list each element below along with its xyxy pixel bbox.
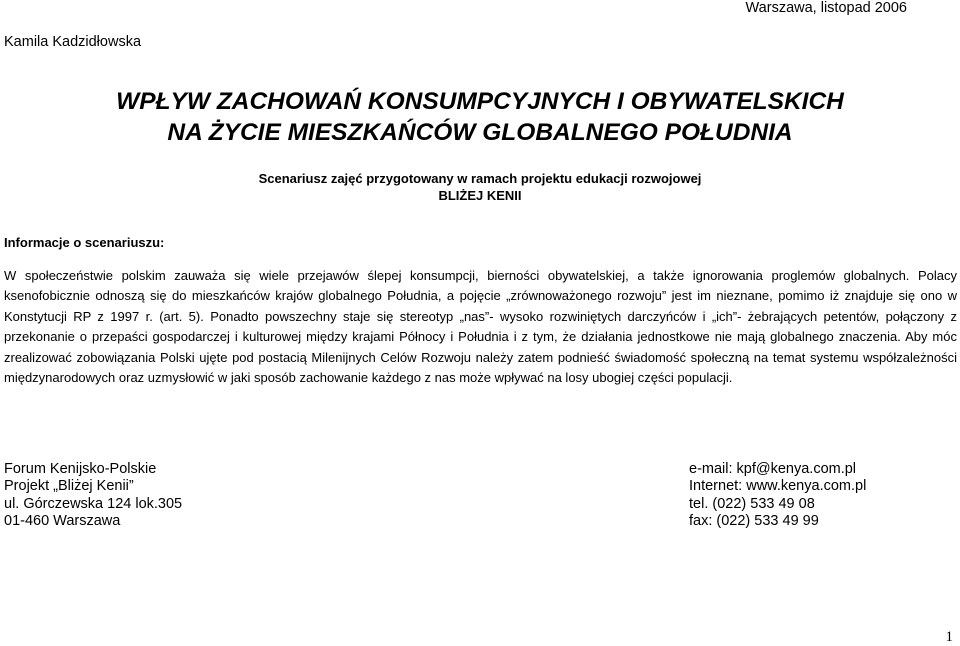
info-paragraph: W społeczeństwie polskim zauważa się wiele przejawów ślepej konsumpcji, bierności obywatelskiej, a także ignorowania proglemów globalnych. Polacy ksenofobicznie odnoszą się do mieszkańców krajów globalnego Południa, a pojęcie „zrównoważonego rozwoju” jest im nieznane, pomimo iż znajduje się ono w Konstytucji RP z 1997 r. (art. 5). Ponadto powszechny staje się stereotyp „nas”- wysoko rozwiniętych darczyńców i „ich”- żebrających petentów, połączony z przekonanie o przepaści gospodarczej i kulturowej między krajami Północy i Południa i z tym, że działania jednostkowe nie mają globalnego znaczenia. Aby móc zrealizować zobowiązania Polski ujęte pod postacią Milenijnych Celów Rozwoju należy zatem podnieść świadomość społeczną na temat systemu współzależności międzynarodowych oraz uzmysłowić w jaki sposób zachowanie każdego z nas może wpływać na losy ubogiej części populacji. xyxy=(4,268,957,386)
footer-address xyxy=(4,461,182,530)
footer-org: Forum Kenijsko-Polskie xyxy=(4,461,157,477)
footer-fax: fax: (022) 533 49 99 xyxy=(689,512,819,529)
info-heading: Informacje o scenariuszu: xyxy=(4,235,165,250)
document-date: Warszawa, listopad 2006 xyxy=(745,0,907,16)
title-line-2: NA ŻYCIE MIESZKAŃCÓW GLOBALNEGO POŁUDNIA xyxy=(167,119,793,146)
footer-city: 01-460 Warszawa xyxy=(4,512,121,529)
footer-tel: tel. (022) 533 49 08 xyxy=(689,495,815,512)
footer-email: e-mail: kpf@kenya.com.pl xyxy=(689,461,857,477)
document-title xyxy=(0,86,960,148)
subtitle-line-1: Scenariusz zajęć przygotowany w ramach projektu edukacji rozwojowej xyxy=(258,171,702,186)
document-subtitle xyxy=(0,170,960,204)
subtitle-line-2: BLIŻEJ KENII xyxy=(438,188,522,203)
footer-contact xyxy=(689,461,866,530)
page-number: 1 xyxy=(945,629,953,645)
footer-internet: Internet: www.kenya.com.pl xyxy=(689,478,867,495)
footer-street: ul. Górczewska 124 lok.305 xyxy=(4,495,183,512)
footer-project: Projekt „Bliżej Kenii” xyxy=(4,478,134,495)
title-line-1: WPŁYW ZACHOWAŃ KONSUMPCYJNYCH I OBYWATELSKICH xyxy=(116,88,844,115)
author-name: Kamila Kadzidłowska xyxy=(4,34,142,50)
